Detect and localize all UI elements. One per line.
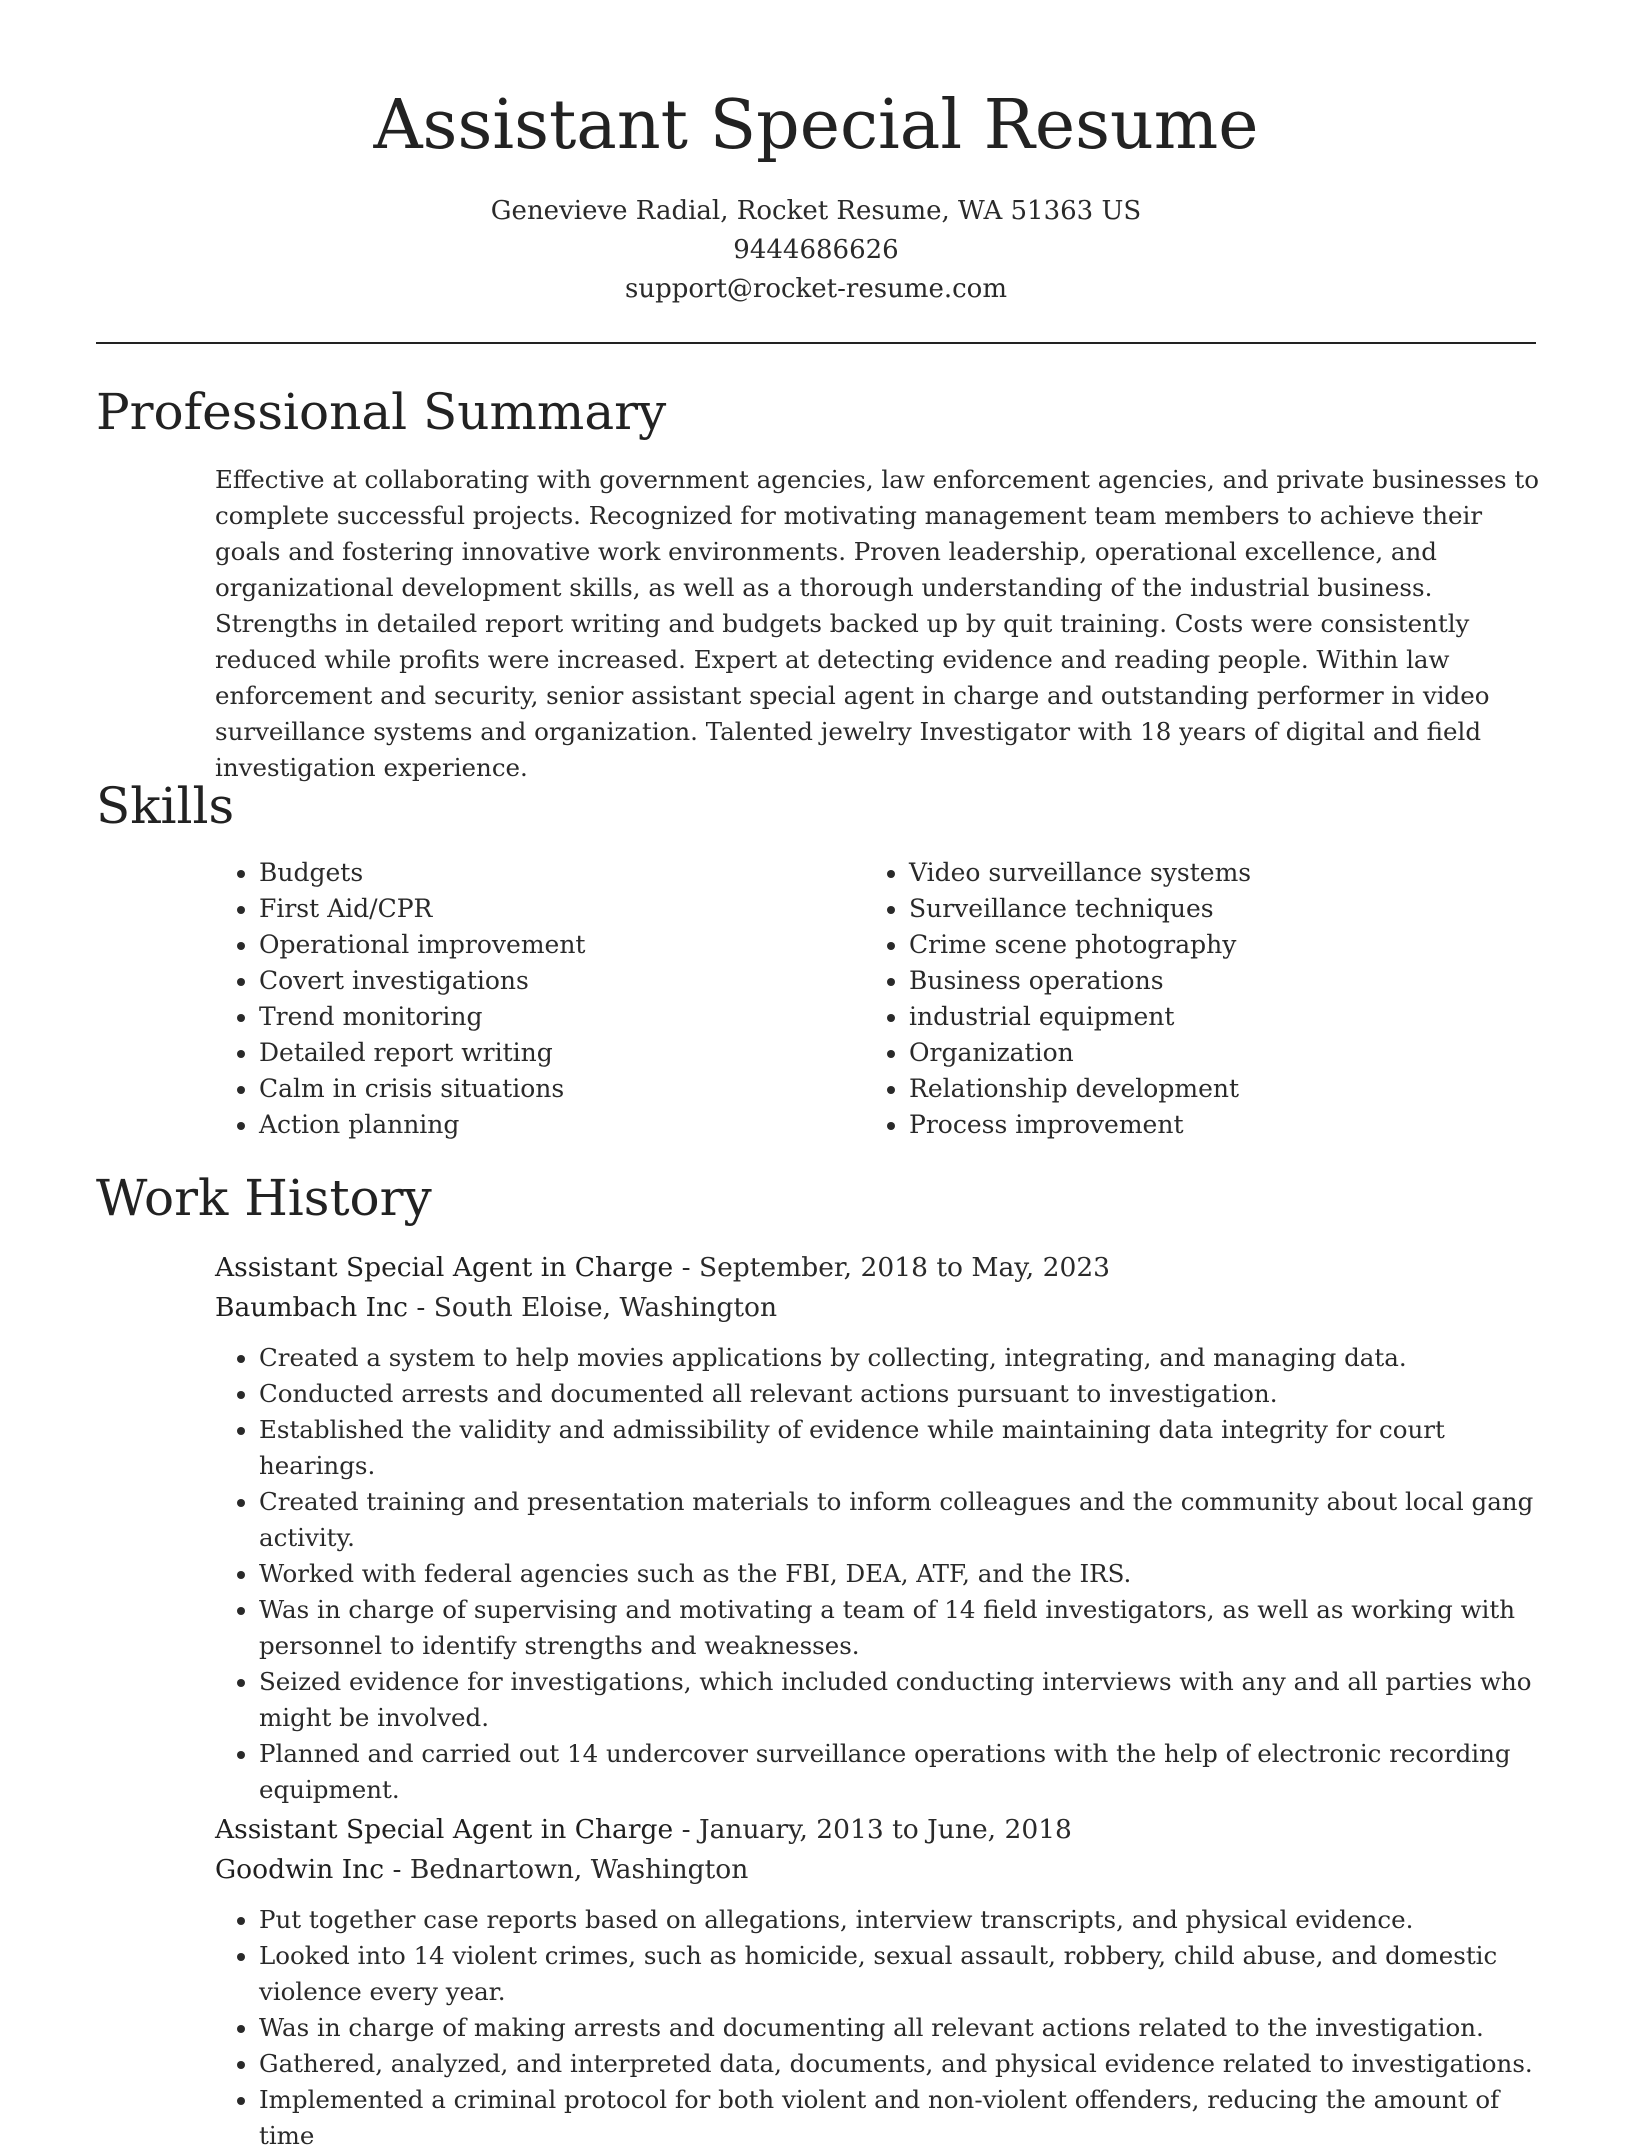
skill-item: • Relationship development bbox=[909, 1071, 1515, 1107]
job-company: Goodwin Inc bbox=[215, 1854, 385, 1885]
skill-item: • Calm in crisis situations bbox=[259, 1071, 865, 1107]
job-bullet: • Was in charge of supervising and motivating a team of 14 field investigators, as well as working with personnel to identify strengths and weaknesses. bbox=[259, 1592, 1545, 1664]
skill-item: • Business operations bbox=[909, 963, 1515, 999]
skill-item: • Action planning bbox=[259, 1107, 865, 1143]
contact-address: Genevieve Radial, Rocket Resume, WA 51363 US bbox=[490, 196, 1142, 226]
skills-heading: Skills bbox=[96, 777, 235, 835]
skill-item: • Covert investigations bbox=[259, 963, 865, 999]
job-bullet: • Looked into 14 violent crimes, such as homicide, sexual assault, robbery, child abuse, and domestic violence every year. bbox=[259, 1938, 1545, 2010]
job-bullet: • Conducted arrests and documented all relevant actions pursuant to investigation. bbox=[259, 1376, 1545, 1412]
skills-list bbox=[215, 855, 1535, 1143]
job-bullet: • Put together case reports based on allegations, interview transcripts, and physical evidence. bbox=[259, 1902, 1545, 1938]
job-bullet: • Was in charge of making arrests and documenting all relevant actions related to the investigation. bbox=[259, 2010, 1545, 2046]
contact-info bbox=[0, 192, 1632, 309]
job-location: - Bednartown, Washington bbox=[384, 1854, 749, 1885]
skill-item: • Process improvement bbox=[909, 1107, 1515, 1143]
job-entry bbox=[215, 1248, 1545, 1808]
skill-item: • Video surveillance systems bbox=[909, 855, 1515, 891]
job-title-line bbox=[215, 1248, 1545, 1288]
skill-item: • Trend monitoring bbox=[259, 999, 865, 1035]
job-bullet: • Created a system to help movies applications by collecting, integrating, and managing data. bbox=[259, 1340, 1545, 1376]
job-company-line bbox=[215, 1850, 1545, 1890]
skill-item: • Budgets bbox=[259, 855, 865, 891]
job-dates: - January, 2013 to June, 2018 bbox=[673, 1814, 1072, 1845]
job-role: Assistant Special Agent in Charge bbox=[215, 1814, 674, 1845]
skill-item: • First Aid/CPR bbox=[259, 891, 865, 927]
skill-item: • Crime scene photography bbox=[909, 927, 1515, 963]
job-entry bbox=[215, 1810, 1545, 2154]
skills-column-right bbox=[865, 855, 1515, 1143]
job-company-line bbox=[215, 1288, 1545, 1328]
job-bullet: • Planned and carried out 14 undercover surveillance operations with the help of electronic recording equipment. bbox=[259, 1736, 1545, 1808]
skills-column-left bbox=[215, 855, 865, 1143]
job-bullet: • Implemented a criminal protocol for both violent and non-violent offenders, reducing the amount of time bbox=[259, 2082, 1545, 2154]
job-bullet: • Seized evidence for investigations, which included conducting interviews with any and all parties who might be involved. bbox=[259, 1664, 1545, 1736]
header-divider bbox=[96, 342, 1536, 344]
job-bullet: • Established the validity and admissibility of evidence while maintaining data integrity for court hearings. bbox=[259, 1412, 1545, 1484]
job-bullet: • Created training and presentation materials to inform colleagues and the community about local gang activity. bbox=[259, 1484, 1545, 1556]
skill-item: • industrial equipment bbox=[909, 999, 1515, 1035]
contact-phone: 9444686626 bbox=[733, 235, 899, 265]
summary-heading: Professional Summary bbox=[96, 383, 667, 441]
job-bullet: • Gathered, analyzed, and interpreted data, documents, and physical evidence related to investigations. bbox=[259, 2046, 1545, 2082]
job-role: Assistant Special Agent in Charge bbox=[215, 1252, 674, 1283]
job-title-line bbox=[215, 1810, 1545, 1850]
job-bullets bbox=[215, 1902, 1545, 2154]
job-company: Baumbach Inc bbox=[215, 1292, 408, 1323]
skill-item: • Surveillance techniques bbox=[909, 891, 1515, 927]
job-dates: - September, 2018 to May, 2023 bbox=[673, 1252, 1111, 1283]
job-location: - South Eloise, Washington bbox=[407, 1292, 778, 1323]
skill-item: • Operational improvement bbox=[259, 927, 865, 963]
job-bullets bbox=[215, 1340, 1545, 1808]
skill-item: • Organization bbox=[909, 1035, 1515, 1071]
work-history-heading: Work History bbox=[96, 1169, 432, 1227]
skill-item: • Detailed report writing bbox=[259, 1035, 865, 1071]
job-bullet: • Worked with federal agencies such as the FBI, DEA, ATF, and the IRS. bbox=[259, 1556, 1545, 1592]
contact-email: support@rocket-resume.com bbox=[624, 274, 1007, 304]
summary-text: Effective at collaborating with government agencies, law enforcement agencies, and private businesses to complete successful projects. Recognized for motivating management team members to achieve their goals and fostering innovative work environments. Proven leadership, operational excellence, and organizational development skills, as well as a thorough understanding of the industrial business. Strengths in detailed report writing and budgets backed up by quit training. Costs were consistently reduced while profits were increased. Expert at detecting evidence and reading people. Within law enforcement and security, senior assistant special agent in charge and outstanding performer in video surveillance systems and organization. Talented jewelry Investigator with 18 years of digital and field investigation experience. bbox=[215, 465, 1539, 782]
resume-title: Assistant Special Resume bbox=[373, 86, 1259, 165]
